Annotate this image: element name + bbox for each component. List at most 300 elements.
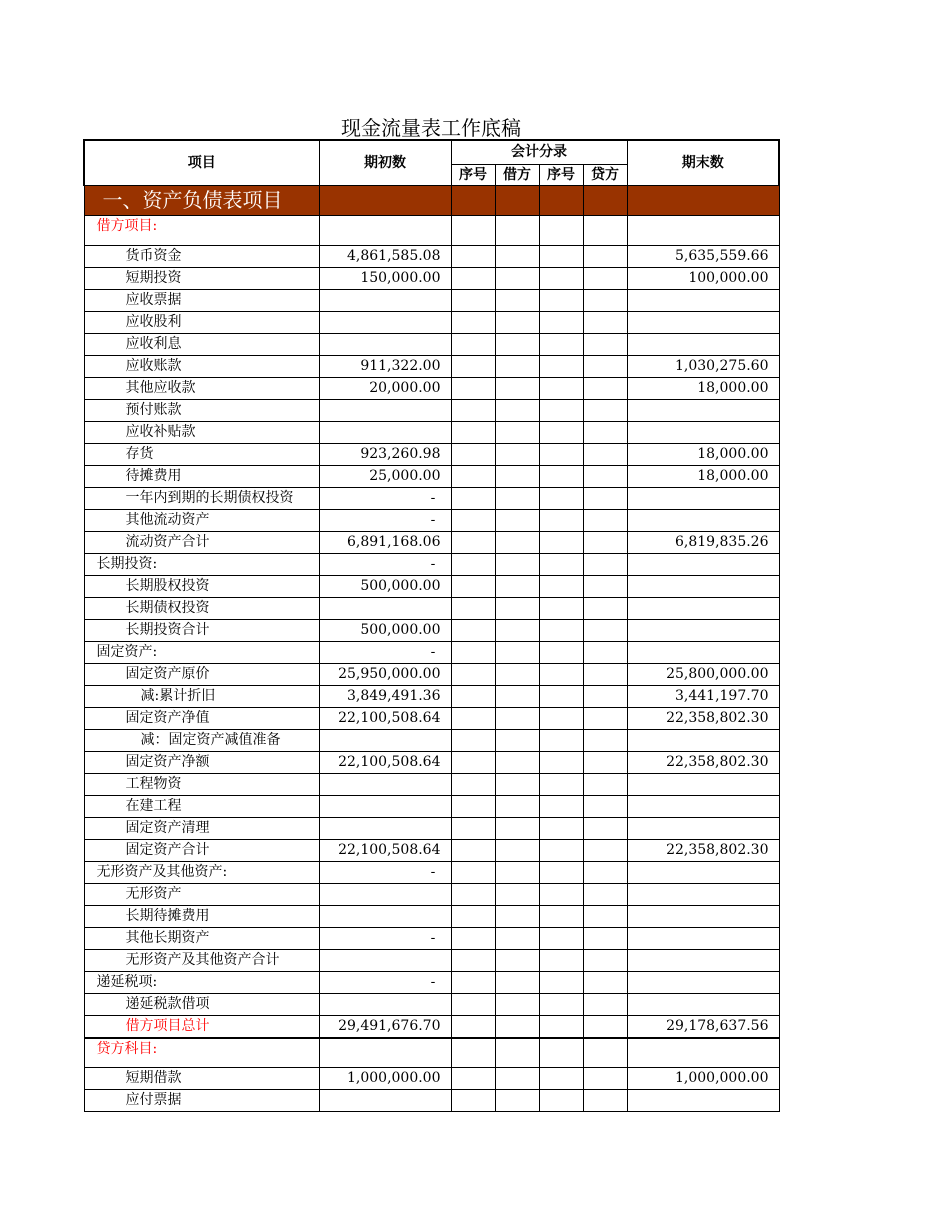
entry-cell: [495, 949, 539, 971]
entry-cell: [451, 795, 495, 817]
row-label: 应收票据: [84, 289, 319, 311]
entry-cell: [539, 817, 583, 839]
entry-cell: [583, 905, 627, 927]
closing-value: 29,178,637.56: [627, 1015, 779, 1038]
entry-cell: [539, 707, 583, 729]
closing-value: [627, 553, 779, 575]
entry-cell: [451, 377, 495, 399]
entry-cell: [451, 355, 495, 377]
entry-cell: [583, 707, 627, 729]
entry-cell: [583, 443, 627, 465]
opening-value: [319, 905, 451, 927]
row-label: 递延税项:: [84, 971, 319, 993]
row-label: 流动资产合计: [84, 531, 319, 553]
table-row: [84, 289, 779, 311]
entry-cell: [539, 839, 583, 861]
row-label: 应收补贴款: [84, 421, 319, 443]
opening-value: 923,260.98: [319, 443, 451, 465]
entry-cell: [495, 707, 539, 729]
entry-cell: [539, 905, 583, 927]
entry-cell: [495, 619, 539, 641]
entry-cell: [451, 861, 495, 883]
table-row: [84, 927, 779, 949]
entry-cell: [583, 663, 627, 685]
entry-cell: [451, 1090, 495, 1112]
entry-cell: [451, 333, 495, 355]
entry-cell: [583, 641, 627, 663]
entry-cell: [583, 531, 627, 553]
entry-cell: [495, 993, 539, 1015]
entry-cell: [495, 443, 539, 465]
entry-cell: [451, 707, 495, 729]
entry-cell: [539, 311, 583, 333]
entry-cell: [539, 597, 583, 619]
table-row: [84, 597, 779, 619]
entry-cell: [583, 751, 627, 773]
opening-value: -: [319, 641, 451, 663]
entry-cell: [451, 817, 495, 839]
row-label: 借方项目:: [84, 215, 319, 245]
entry-cell: [539, 685, 583, 707]
table-row: [84, 685, 779, 707]
closing-value: 5,635,559.66: [627, 245, 779, 267]
opening-value: 4,861,585.08: [319, 245, 451, 267]
entry-cell: [583, 215, 627, 245]
row-label: 工程物资: [84, 773, 319, 795]
entry-cell: [495, 685, 539, 707]
closing-value: 25,800,000.00: [627, 663, 779, 685]
entry-cell: [539, 575, 583, 597]
table-row: [84, 729, 779, 751]
closing-value: [627, 311, 779, 333]
row-label: 递延税款借项: [84, 993, 319, 1015]
table-row: [84, 817, 779, 839]
row-label: 应收利息: [84, 333, 319, 355]
entry-cell: [583, 465, 627, 487]
entry-cell: [583, 729, 627, 751]
row-label: 在建工程: [84, 795, 319, 817]
entry-cell: [495, 1015, 539, 1038]
closing-value: 1,030,275.60: [627, 355, 779, 377]
entry-cell: [451, 245, 495, 267]
entry-cell: [495, 487, 539, 509]
entry-cell: [451, 311, 495, 333]
entry-cell: [451, 949, 495, 971]
section-row: [84, 185, 779, 215]
entry-cell: [539, 333, 583, 355]
row-label: 贷方科目:: [84, 1038, 319, 1068]
opening-value: 500,000.00: [319, 575, 451, 597]
row-label: 无形资产: [84, 883, 319, 905]
entry-cell: [583, 1038, 627, 1068]
entry-cell: [539, 619, 583, 641]
opening-value: 6,891,168.06: [319, 531, 451, 553]
row-label: 长期投资合计: [84, 619, 319, 641]
closing-value: 3,441,197.70: [627, 685, 779, 707]
header-seq-2: 序号: [539, 164, 583, 185]
entry-cell: [495, 663, 539, 685]
sheet-title: 现金流量表工作底稿: [341, 116, 521, 140]
entry-cell: [495, 883, 539, 905]
header-closing: 期末数: [627, 140, 779, 185]
entry-cell: [451, 553, 495, 575]
table-row: [84, 215, 779, 245]
table-row: [84, 1015, 779, 1038]
closing-value: [627, 905, 779, 927]
opening-value: 150,000.00: [319, 267, 451, 289]
opening-value: [319, 949, 451, 971]
opening-value: 29,491,676.70: [319, 1015, 451, 1038]
entry-cell: [583, 773, 627, 795]
table-row: [84, 949, 779, 971]
entry-cell: [495, 215, 539, 245]
entry-cell: [495, 509, 539, 531]
entry-cell: [539, 465, 583, 487]
opening-value: [319, 1090, 451, 1112]
entry-cell: [495, 355, 539, 377]
entry-cell: [451, 531, 495, 553]
header-opening: 期初数: [319, 140, 451, 185]
table-row: [84, 487, 779, 509]
table-row: [84, 971, 779, 993]
entry-cell: [583, 817, 627, 839]
entry-cell: [451, 575, 495, 597]
row-label: 减:累计折旧: [84, 685, 319, 707]
row-label: 固定资产净额: [84, 751, 319, 773]
closing-value: [627, 421, 779, 443]
entry-cell: [583, 575, 627, 597]
row-label: 短期借款: [84, 1068, 319, 1090]
entry-cell: [451, 905, 495, 927]
row-label: 无形资产及其他资产:: [84, 861, 319, 883]
entry-cell: [451, 487, 495, 509]
entry-cell: [539, 531, 583, 553]
entry-cell: [539, 421, 583, 443]
row-label: 长期债权投资: [84, 597, 319, 619]
table-row: [84, 355, 779, 377]
closing-value: [627, 949, 779, 971]
entry-cell: [539, 289, 583, 311]
row-label: 固定资产清理: [84, 817, 319, 839]
entry-cell: [539, 663, 583, 685]
entry-cell: [583, 883, 627, 905]
closing-value: [627, 729, 779, 751]
opening-value: [319, 333, 451, 355]
table-row: [84, 1038, 779, 1068]
header-seq-1: 序号: [451, 164, 495, 185]
entry-cell: [583, 993, 627, 1015]
entry-cell: [451, 773, 495, 795]
table-row: [84, 663, 779, 685]
entry-cell: [495, 553, 539, 575]
entry-cell: [451, 1068, 495, 1090]
entry-cell: [539, 1038, 583, 1068]
row-label: 借方项目总计: [84, 1015, 319, 1038]
entry-cell: [539, 1068, 583, 1090]
entry-cell: [495, 597, 539, 619]
entry-cell: [451, 267, 495, 289]
row-label: 待摊费用: [84, 465, 319, 487]
closing-value: 22,358,802.30: [627, 751, 779, 773]
entry-cell: [451, 465, 495, 487]
entry-cell: [583, 245, 627, 267]
entry-cell: [451, 1038, 495, 1068]
entry-cell: [583, 377, 627, 399]
row-label: 货币资金: [84, 245, 319, 267]
opening-value: -: [319, 927, 451, 949]
closing-value: [627, 509, 779, 531]
table-row: [84, 377, 779, 399]
entry-cell: [451, 751, 495, 773]
entry-cell: [539, 267, 583, 289]
table-row: [84, 1090, 779, 1112]
table-row: [84, 861, 779, 883]
entry-cell: [495, 421, 539, 443]
table-row: [84, 619, 779, 641]
entry-cell: [539, 245, 583, 267]
closing-value: [627, 641, 779, 663]
row-label: 其他应收款: [84, 377, 319, 399]
entry-cell: [495, 751, 539, 773]
entry-cell: [451, 663, 495, 685]
entry-cell: [495, 927, 539, 949]
entry-cell: [539, 971, 583, 993]
row-label: 存货: [84, 443, 319, 465]
entry-cell: [583, 619, 627, 641]
entry-cell: [539, 1090, 583, 1112]
row-label: 长期投资:: [84, 553, 319, 575]
entry-cell: [495, 267, 539, 289]
closing-value: [627, 971, 779, 993]
opening-value: [319, 421, 451, 443]
opening-value: [319, 795, 451, 817]
closing-value: 18,000.00: [627, 377, 779, 399]
closing-value: [627, 333, 779, 355]
table-row: [84, 553, 779, 575]
opening-value: -: [319, 971, 451, 993]
closing-value: [627, 215, 779, 245]
entry-cell: [451, 619, 495, 641]
closing-value: 22,358,802.30: [627, 707, 779, 729]
entry-cell: [583, 927, 627, 949]
closing-value: 6,819,835.26: [627, 531, 779, 553]
opening-value: [319, 311, 451, 333]
entry-cell: [451, 421, 495, 443]
row-label: 固定资产合计: [84, 839, 319, 861]
table-row: [84, 333, 779, 355]
closing-value: [627, 861, 779, 883]
closing-value: 100,000.00: [627, 267, 779, 289]
entry-cell: [451, 1015, 495, 1038]
entry-cell: [495, 905, 539, 927]
entry-cell: [583, 355, 627, 377]
entry-cell: [451, 993, 495, 1015]
entry-cell: [583, 861, 627, 883]
opening-value: -: [319, 553, 451, 575]
entry-cell: [539, 949, 583, 971]
row-label: 长期待摊费用: [84, 905, 319, 927]
section-title: 一、资产负债表项目: [84, 185, 319, 215]
entry-cell: [495, 839, 539, 861]
entry-cell: [539, 509, 583, 531]
entry-cell: [539, 399, 583, 421]
closing-value: [627, 1090, 779, 1112]
opening-value: [319, 597, 451, 619]
closing-value: 22,358,802.30: [627, 839, 779, 861]
closing-value: 1,000,000.00: [627, 1068, 779, 1090]
entry-cell: [451, 839, 495, 861]
entry-cell: [451, 597, 495, 619]
closing-value: [627, 597, 779, 619]
closing-value: [627, 575, 779, 597]
entry-cell: [583, 421, 627, 443]
entry-cell: [539, 751, 583, 773]
header-item: 项目: [84, 140, 319, 185]
entry-cell: [451, 685, 495, 707]
closing-value: 18,000.00: [627, 443, 779, 465]
entry-cell: [583, 487, 627, 509]
closing-value: [627, 1038, 779, 1068]
entry-cell: [495, 1038, 539, 1068]
entry-cell: [583, 597, 627, 619]
opening-value: [319, 215, 451, 245]
table-row: [84, 993, 779, 1015]
entry-cell: [583, 839, 627, 861]
entry-cell: [495, 531, 539, 553]
table-row: [84, 443, 779, 465]
closing-value: [627, 883, 779, 905]
entry-cell: [495, 641, 539, 663]
opening-value: 1,000,000.00: [319, 1068, 451, 1090]
closing-value: [627, 795, 779, 817]
table-row: [84, 883, 779, 905]
table-row: [84, 531, 779, 553]
entry-cell: [451, 971, 495, 993]
entry-cell: [495, 971, 539, 993]
opening-value: 25,000.00: [319, 465, 451, 487]
entry-cell: [583, 1068, 627, 1090]
row-label: 固定资产原价: [84, 663, 319, 685]
opening-value: 3,849,491.36: [319, 685, 451, 707]
row-label: 减：固定资产减值准备: [84, 729, 319, 751]
opening-value: [319, 883, 451, 905]
table-row: [84, 311, 779, 333]
closing-value: [627, 487, 779, 509]
table-row: [84, 707, 779, 729]
header-debit: 借方: [495, 164, 539, 185]
entry-cell: [451, 215, 495, 245]
entry-cell: [539, 927, 583, 949]
entry-cell: [539, 729, 583, 751]
entry-cell: [451, 927, 495, 949]
row-label: 短期投资: [84, 267, 319, 289]
opening-value: 22,100,508.64: [319, 839, 451, 861]
entry-cell: [539, 883, 583, 905]
entry-cell: [583, 311, 627, 333]
header-entries: 会计分录: [451, 140, 627, 164]
entry-cell: [495, 1090, 539, 1112]
closing-value: [627, 993, 779, 1015]
table-row: [84, 245, 779, 267]
entry-cell: [539, 377, 583, 399]
table-row: [84, 575, 779, 597]
entry-cell: [583, 1090, 627, 1112]
entry-cell: [583, 553, 627, 575]
entry-cell: [451, 883, 495, 905]
opening-value: [319, 729, 451, 751]
table-row: [84, 905, 779, 927]
opening-value: 25,950,000.00: [319, 663, 451, 685]
opening-value: [319, 289, 451, 311]
closing-value: [627, 817, 779, 839]
entry-cell: [539, 487, 583, 509]
entry-cell: [539, 215, 583, 245]
row-label: 固定资产:: [84, 641, 319, 663]
closing-value: [627, 773, 779, 795]
opening-value: [319, 399, 451, 421]
row-label: 其他流动资产: [84, 509, 319, 531]
opening-value: 20,000.00: [319, 377, 451, 399]
entry-cell: [451, 729, 495, 751]
entry-cell: [539, 795, 583, 817]
opening-value: 22,100,508.64: [319, 751, 451, 773]
closing-value: [627, 289, 779, 311]
entry-cell: [495, 729, 539, 751]
entry-cell: [583, 795, 627, 817]
entry-cell: [495, 311, 539, 333]
entry-cell: [495, 377, 539, 399]
entry-cell: [495, 773, 539, 795]
entry-cell: [495, 861, 539, 883]
entry-cell: [583, 949, 627, 971]
opening-value: -: [319, 509, 451, 531]
table-row: [84, 839, 779, 861]
opening-value: 911,322.00: [319, 355, 451, 377]
entry-cell: [495, 817, 539, 839]
entry-cell: [539, 355, 583, 377]
entry-cell: [539, 553, 583, 575]
opening-value: [319, 993, 451, 1015]
entry-cell: [495, 795, 539, 817]
entry-cell: [495, 289, 539, 311]
row-label: 应收股利: [84, 311, 319, 333]
table-row: [84, 795, 779, 817]
entry-cell: [495, 465, 539, 487]
row-label: 无形资产及其他资产合计: [84, 949, 319, 971]
opening-value: 22,100,508.64: [319, 707, 451, 729]
table-row: [84, 751, 779, 773]
entry-cell: [583, 289, 627, 311]
opening-value: -: [319, 861, 451, 883]
closing-value: 18,000.00: [627, 465, 779, 487]
entry-cell: [451, 443, 495, 465]
opening-value: 500,000.00: [319, 619, 451, 641]
closing-value: [627, 399, 779, 421]
entry-cell: [539, 641, 583, 663]
entry-cell: [451, 641, 495, 663]
table-row: [84, 509, 779, 531]
entry-cell: [539, 861, 583, 883]
table-row: [84, 421, 779, 443]
opening-value: [319, 773, 451, 795]
entry-cell: [451, 399, 495, 421]
cash-flow-worksheet-table: [83, 139, 780, 1112]
row-label: 预付账款: [84, 399, 319, 421]
entry-cell: [495, 333, 539, 355]
entry-cell: [583, 399, 627, 421]
row-label: 一年内到期的长期债权投资: [84, 487, 319, 509]
entry-cell: [583, 971, 627, 993]
